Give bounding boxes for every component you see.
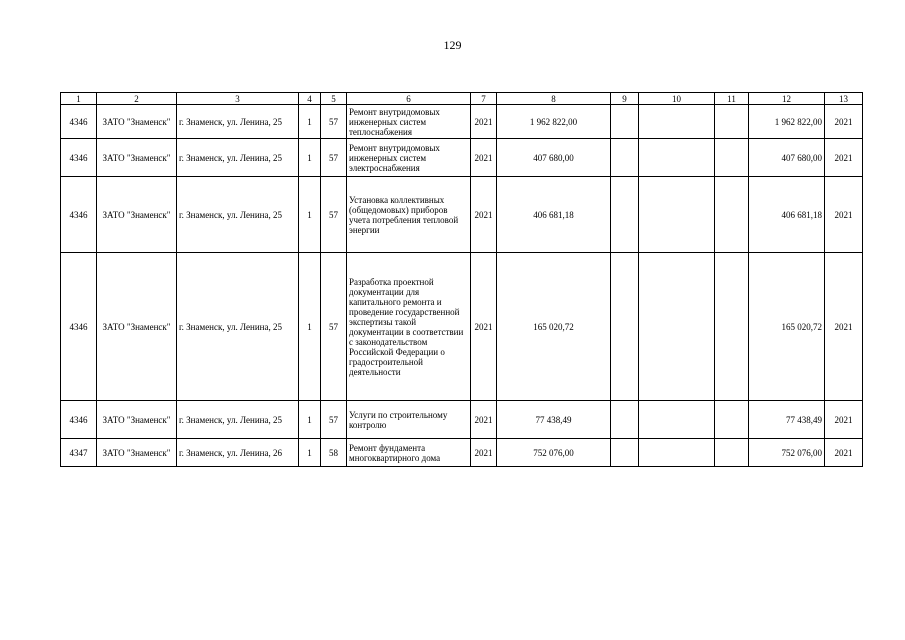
cell-amount-total: 407 680,00 — [749, 139, 825, 177]
cell-col9 — [611, 105, 639, 139]
cell-col5: 57 — [321, 105, 347, 139]
cell-id: 4346 — [61, 177, 97, 253]
cell-work-type: Разработка проектной документации для капитального ремонта и проведение государственной экспертизы такой документации в соответствии с законодательством Российской Федерации о градостроительной деятельности — [347, 253, 471, 401]
cell-id: 4346 — [61, 401, 97, 439]
data-table — [60, 92, 863, 467]
cell-col9 — [611, 401, 639, 439]
column-header: 2 — [97, 93, 177, 105]
cell-col9 — [611, 439, 639, 467]
cell-id: 4347 — [61, 439, 97, 467]
cell-year-end: 2021 — [825, 139, 863, 177]
cell-amount-total: 1 962 822,00 — [749, 105, 825, 139]
cell-id: 4346 — [61, 105, 97, 139]
cell-col10 — [639, 139, 715, 177]
cell-amount: 77 438,49 — [497, 401, 611, 439]
column-header: 4 — [299, 93, 321, 105]
cell-col5: 57 — [321, 401, 347, 439]
cell-col4: 1 — [299, 177, 321, 253]
cell-amount-total: 165 020,72 — [749, 253, 825, 401]
cell-col11 — [715, 253, 749, 401]
cell-municipality: ЗАТО "Знаменск" — [97, 439, 177, 467]
table-row — [61, 139, 863, 177]
cell-amount: 752 076,00 — [497, 439, 611, 467]
cell-amount: 406 681,18 — [497, 177, 611, 253]
column-header: 6 — [347, 93, 471, 105]
cell-col4: 1 — [299, 105, 321, 139]
page-number: 129 — [443, 38, 462, 52]
cell-amount-total: 77 438,49 — [749, 401, 825, 439]
cell-work-type: Ремонт внутридомовых инженерных систем теплоснабжения — [347, 105, 471, 139]
cell-address: г. Знаменск, ул. Ленина, 25 — [177, 105, 299, 139]
cell-amount: 165 020,72 — [497, 253, 611, 401]
table-row — [61, 105, 863, 139]
cell-municipality: ЗАТО "Знаменск" — [97, 401, 177, 439]
cell-year-end: 2021 — [825, 439, 863, 467]
cell-col10 — [639, 177, 715, 253]
cell-col11 — [715, 105, 749, 139]
cell-municipality: ЗАТО "Знаменск" — [97, 177, 177, 253]
cell-col11 — [715, 139, 749, 177]
cell-year-end: 2021 — [825, 177, 863, 253]
cell-address: г. Знаменск, ул. Ленина, 25 — [177, 177, 299, 253]
cell-year: 2021 — [471, 401, 497, 439]
cell-col5: 57 — [321, 253, 347, 401]
column-header: 11 — [715, 93, 749, 105]
table-row — [61, 439, 863, 467]
column-header: 13 — [825, 93, 863, 105]
cell-col4: 1 — [299, 139, 321, 177]
cell-col11 — [715, 401, 749, 439]
cell-col4: 1 — [299, 439, 321, 467]
cell-address: г. Знаменск, ул. Ленина, 25 — [177, 253, 299, 401]
cell-municipality: ЗАТО "Знаменск" — [97, 253, 177, 401]
column-header: 3 — [177, 93, 299, 105]
cell-col11 — [715, 439, 749, 467]
cell-address: г. Знаменск, ул. Ленина, 26 — [177, 439, 299, 467]
cell-year: 2021 — [471, 177, 497, 253]
cell-amount: 407 680,00 — [497, 139, 611, 177]
cell-col5: 58 — [321, 439, 347, 467]
header-row — [61, 93, 863, 105]
cell-address: г. Знаменск, ул. Ленина, 25 — [177, 401, 299, 439]
table-row — [61, 401, 863, 439]
cell-id: 4346 — [61, 139, 97, 177]
column-header: 10 — [639, 93, 715, 105]
cell-work-type: Установка коллективных (общедомовых) приборов учета потребления тепловой энергии — [347, 177, 471, 253]
cell-amount-total: 406 681,18 — [749, 177, 825, 253]
column-header: 7 — [471, 93, 497, 105]
cell-year: 2021 — [471, 105, 497, 139]
cell-work-type: Услуги по строительному контролю — [347, 401, 471, 439]
cell-work-type: Ремонт фундамента многоквартирного дома — [347, 439, 471, 467]
cell-address: г. Знаменск, ул. Ленина, 25 — [177, 139, 299, 177]
cell-col5: 57 — [321, 139, 347, 177]
cell-col9 — [611, 253, 639, 401]
table-row — [61, 253, 863, 401]
cell-municipality: ЗАТО "Знаменск" — [97, 139, 177, 177]
cell-year: 2021 — [471, 439, 497, 467]
column-header: 1 — [61, 93, 97, 105]
cell-amount: 1 962 822,00 — [497, 105, 611, 139]
cell-amount-total: 752 076,00 — [749, 439, 825, 467]
cell-work-type: Ремонт внутридомовых инженерных систем электроснабжения — [347, 139, 471, 177]
table-row — [61, 177, 863, 253]
column-header: 9 — [611, 93, 639, 105]
cell-year-end: 2021 — [825, 253, 863, 401]
cell-year-end: 2021 — [825, 105, 863, 139]
cell-year: 2021 — [471, 253, 497, 401]
cell-year-end: 2021 — [825, 401, 863, 439]
cell-col11 — [715, 177, 749, 253]
cell-col10 — [639, 401, 715, 439]
cell-col9 — [611, 177, 639, 253]
cell-col10 — [639, 253, 715, 401]
cell-col9 — [611, 139, 639, 177]
cell-id: 4346 — [61, 253, 97, 401]
cell-col4: 1 — [299, 253, 321, 401]
column-header: 5 — [321, 93, 347, 105]
cell-col5: 57 — [321, 177, 347, 253]
cell-municipality: ЗАТО "Знаменск" — [97, 105, 177, 139]
cell-col4: 1 — [299, 401, 321, 439]
column-header: 12 — [749, 93, 825, 105]
cell-year: 2021 — [471, 139, 497, 177]
column-header: 8 — [497, 93, 611, 105]
cell-col10 — [639, 439, 715, 467]
cell-col10 — [639, 105, 715, 139]
